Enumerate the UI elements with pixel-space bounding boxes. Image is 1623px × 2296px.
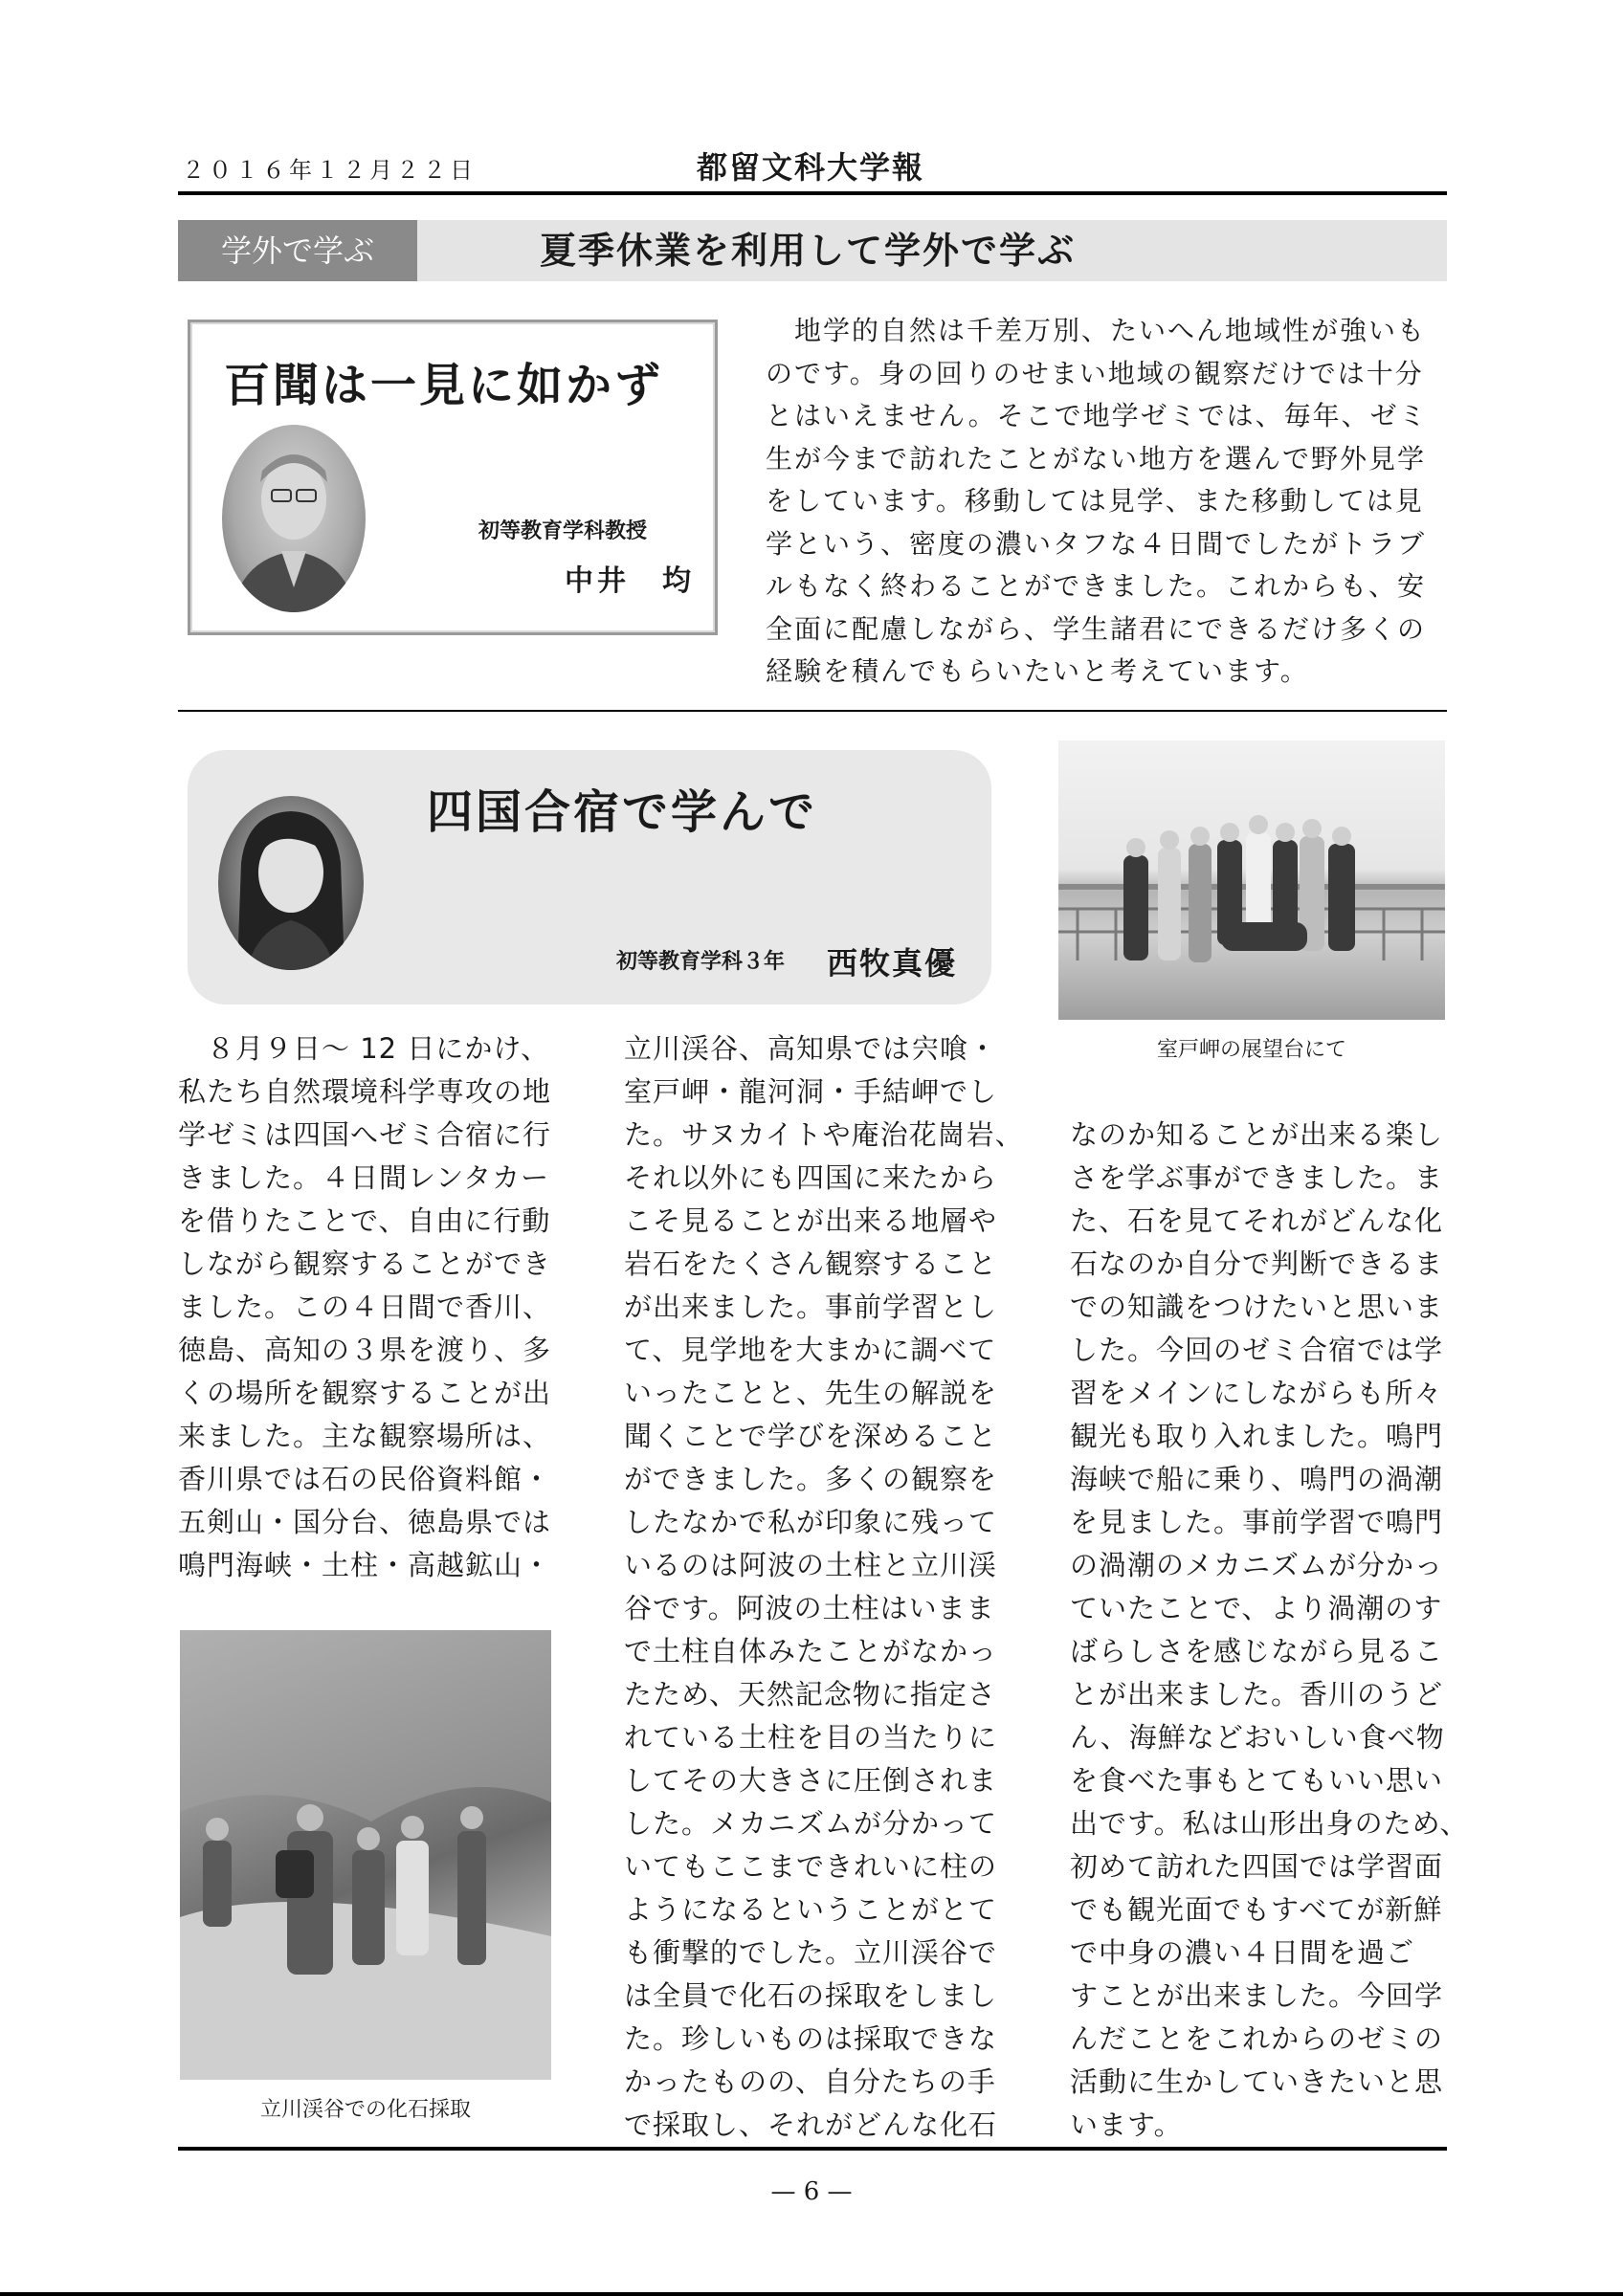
professor-portrait-photo: [222, 425, 366, 612]
intro-line: ルもなく終わることができました。これからも、安: [766, 570, 1427, 602]
article-line: ようになるということがとて: [624, 1893, 998, 1926]
valley-photo-caption: 立川渓谷での化石採取: [259, 2098, 471, 2122]
article-line: で中身の濃い４日間を過ご: [1070, 1936, 1415, 1969]
article-line: ん、海鮮などおいしい食べ物: [1070, 1721, 1445, 1754]
article-line: なのか知ることが出来る楽し: [1070, 1118, 1444, 1151]
article-line: 徳島、高知の３県を渡り、多: [178, 1334, 552, 1366]
intro-line: をしています。移動しては見学、また移動しては見: [766, 485, 1424, 517]
student-portrait-photo: [218, 796, 364, 970]
article-line: 室戸岬・龍河洞・手結岬でし: [624, 1075, 998, 1108]
intro-line: 経験を積んでもらいたいと考えています。: [766, 655, 1309, 687]
article-line: さを学ぶ事ができました。ま: [1070, 1161, 1444, 1194]
cape-photo-caption: 室戸岬の展望台にて: [1156, 1038, 1346, 1062]
article-line: を見ました。事前学習で鳴門: [1070, 1506, 1444, 1538]
cape-muroto-group-photo: [1058, 740, 1445, 1020]
article-line: した。今回のゼミ合宿では学: [1070, 1334, 1444, 1366]
article-line: 来ました。主な観察場所は、: [178, 1420, 552, 1452]
article-line: でも観光面でもすべてが新鮮: [1070, 1893, 1443, 1926]
article-line: を借りたことで、自由に行動: [178, 1204, 551, 1237]
section-divider: [178, 710, 1447, 712]
article-line: 観光も取り入れました。鳴門: [1070, 1420, 1444, 1452]
article-line: してその大きさに圧倒されま: [624, 1764, 998, 1797]
article-line: 初めて訪れた四国では学習面: [1070, 1850, 1444, 1883]
footer-rule: [178, 2147, 1447, 2151]
article-line: いるのは阿波の土柱と立川渓: [624, 1549, 998, 1581]
article-column-1: [178, 1027, 551, 1587]
student-name: 西牧真優: [827, 945, 958, 982]
student-heading: 四国合宿で学んで: [427, 785, 818, 839]
article-line: 五剣山・国分台、徳島県では: [178, 1506, 552, 1538]
professor-name: 中井 均: [565, 564, 695, 598]
article-line: たため、天然記念物に指定さ: [624, 1678, 996, 1711]
section-tag: 学外で学ぶ: [178, 220, 417, 281]
article-line: こそ見ることが出来る地層や: [624, 1204, 998, 1237]
article-line: 私たち自然環境科学専攻の地: [178, 1075, 552, 1108]
issue-date: ２０１６年１２月２２日: [182, 157, 477, 184]
page-edge-line: [0, 2292, 1623, 2296]
article-line: 香川県では石の民俗資料館・: [178, 1463, 552, 1495]
intro-paragraph: [766, 310, 1435, 694]
article-line: それ以外にも四国に来たから: [624, 1161, 998, 1194]
article-line: すことが出来ました。今回学: [1070, 1979, 1444, 2012]
intro-line: のです。身の回りのせまい地域の観察だけでは十分: [766, 357, 1424, 389]
article-line: 学ゼミは四国へゼミ合宿に行: [178, 1118, 552, 1151]
article-line: 石なのか自分で判断できるま: [1070, 1247, 1444, 1280]
article-line: た、石を見てそれがどんな化: [1070, 1204, 1444, 1237]
article-line: 岩石をたくさん観察すること: [624, 1247, 998, 1280]
article-line: いてもここまできれいに柱の: [624, 1850, 998, 1883]
article-line: したなかで私が印象に残って: [624, 1506, 998, 1538]
article-line: 谷です。阿波の土柱はいまま: [624, 1592, 995, 1624]
article-column-2: [624, 1027, 1024, 2147]
intro-line: 学という、密度の濃いタフな４日間でしたがトラブ: [766, 527, 1427, 560]
article-line: とが出来ました。香川のうど: [1070, 1678, 1444, 1711]
article-line: ができました。多くの観察を: [624, 1463, 998, 1495]
article-line: ８月９日～ 12 日にかけ、: [178, 1032, 550, 1065]
header-rule: [178, 191, 1447, 195]
article-line: した。メカニズムが分かって: [624, 1807, 998, 1840]
article-line: で採取し、それがどんな化石: [624, 2108, 998, 2141]
article-line: た。サヌカイトや庵治花崗岩、: [624, 1118, 1024, 1151]
article-line: きました。４日間レンタカー: [178, 1161, 550, 1194]
article-line: ました。この４日間で香川、: [178, 1291, 552, 1323]
article-line: 出です。私は山形出身のため、: [1070, 1807, 1469, 1840]
article-line: かったものの、自分たちの手: [624, 2065, 996, 2098]
page-number: — 6 —: [770, 2177, 853, 2206]
article-line: んだことをこれからのゼミの: [1070, 2022, 1444, 2055]
article-line: を食べた事もとてもいい思い: [1070, 1764, 1444, 1797]
article-line: 習をメインにしながらも所々: [1070, 1377, 1443, 1409]
intro-line: 全面に配慮しながら、学生諸君にできるだけ多くの: [766, 612, 1427, 645]
article-line: が出来ました。事前学習とし: [624, 1291, 998, 1323]
professor-heading: 百聞は一見に如かず: [224, 359, 664, 412]
article-line: 海峡で船に乗り、鳴門の渦潮: [1070, 1463, 1444, 1495]
article-line: た。珍しいものは採取できな: [624, 2022, 998, 2055]
article-line: くの場所を観察することが出: [178, 1377, 552, 1409]
publication-title: 都留文科大学報: [697, 149, 925, 186]
article-line: 立川渓谷、高知県では宍喰・: [624, 1032, 998, 1065]
article-line: は全員で化石の採取をしまし: [624, 1979, 998, 2012]
article-line: います。: [1070, 2108, 1183, 2141]
article-line: も衝撃的でした。立川渓谷で: [624, 1936, 998, 1969]
section-title: 夏季休業を利用して学外で学ぶ: [540, 230, 1077, 272]
article-column-3: [1070, 1114, 1469, 2147]
article-line: 聞くことで学びを深めること: [624, 1420, 998, 1452]
article-line: 活動に生かしていきたいと思: [1070, 2065, 1444, 2098]
student-role: 初等教育学科３年: [616, 950, 786, 974]
article-line: ばらしさを感じながら見るこ: [1070, 1635, 1444, 1667]
article-line: ていたことで、より渦潮のす: [1070, 1592, 1443, 1624]
tachikawa-valley-fossil-photo: [180, 1630, 551, 2080]
article-line: いったことと、先生の解説を: [624, 1377, 998, 1409]
article-line: で土柱自体みたことがなかっ: [624, 1635, 998, 1667]
article-line: での知識をつけたいと思いま: [1070, 1291, 1444, 1323]
article-line: の渦潮のメカニズムが分かっ: [1070, 1549, 1444, 1581]
article-line: 鳴門海峡・土柱・高越鉱山・: [178, 1549, 552, 1581]
intro-line: 生が今まで訪れたことがない地方を選んで野外見学: [766, 442, 1427, 475]
article-line: て、見学地を大まかに調べて: [624, 1334, 997, 1366]
article-line: れている土柱を目の当たりに: [624, 1721, 998, 1754]
intro-line: 地学的自然は千差万別、たいへん地域性が強いも: [766, 315, 1427, 346]
intro-line: とはいえません。そこで地学ゼミでは、毎年、ゼミ: [766, 400, 1428, 431]
professor-role: 初等教育学科教授: [478, 519, 648, 543]
article-line: しながら観察することができ: [178, 1247, 552, 1280]
